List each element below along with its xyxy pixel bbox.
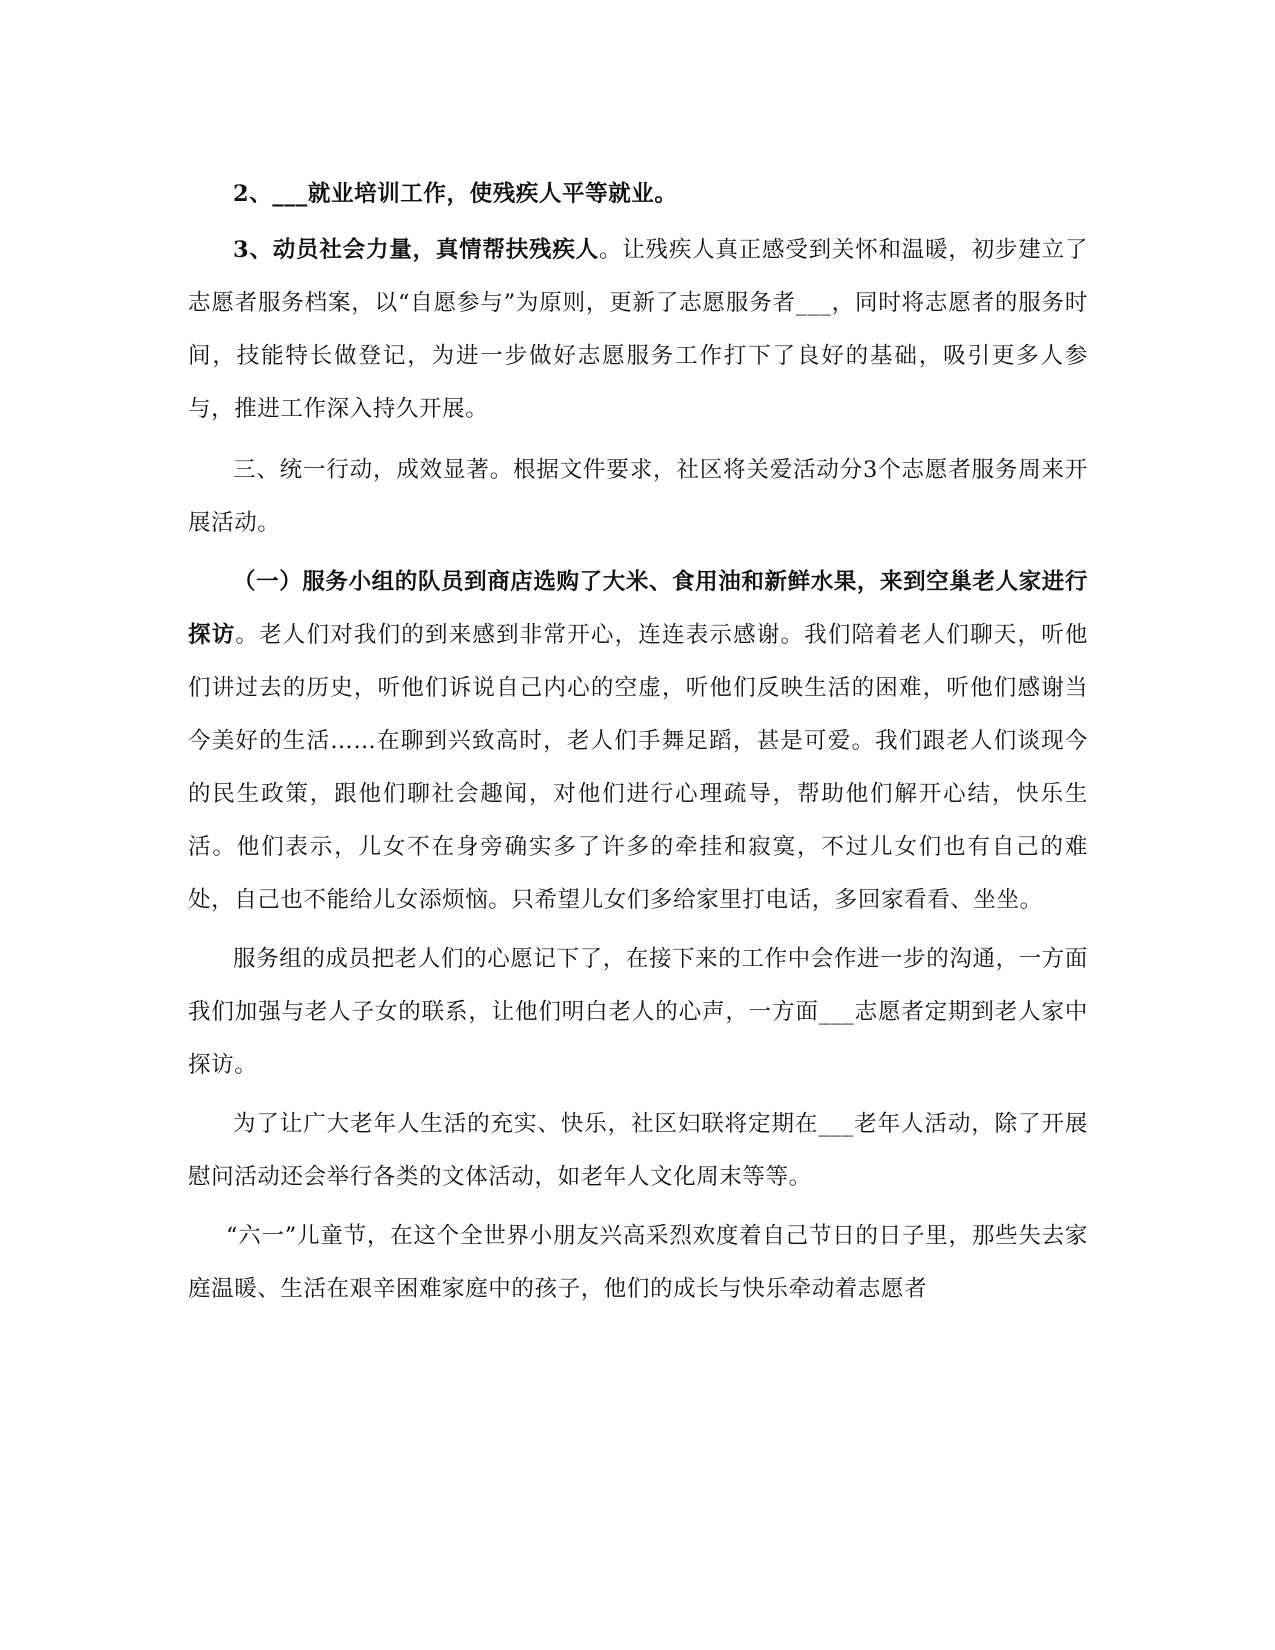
paragraph-bold-text: （一）服务小组的队员到商店选购了大米、食用油和新鲜水果，来到空巢老人家进行探访 [188, 569, 1088, 648]
document-body [188, 168, 1088, 1324]
paragraph-text: 。老人们对我们的到来感到非常开心，连连表示感谢。我们陪着老人们聊天，听他们讲过去的历史，听他们诉说自己内心的空虚，听他们反映生活的困难，听他们感谢当今美好的生活……在聊到兴致高时，老人们手舞足蹈，甚是可爱。我们跟老人们谈现今的民生政策，跟他们聊社会趣闻，对他们进行心理疏导，帮助他们解开心结，快乐生活。他们表示，儿女不在身旁确实多了许多的牵挂和寂寞，不过儿女们也有自己的难处，自己也不能给儿女添烦恼。只希望儿女们多给家里打电话，多回家看看、坐坐。 [188, 622, 1088, 913]
paragraph-volunteer-mobilization [188, 224, 1088, 436]
paragraph-follow-up [188, 933, 1088, 1092]
paragraph-text: “六一”儿童节，在这个全世界小朋友兴高采烈欢度着自己节日的日子里，那些失去家庭温暖、生活在艰辛困难家庭中的孩子，他们的成长与快乐牵动着志愿者 [188, 1223, 1088, 1302]
paragraph-unified-action [188, 444, 1088, 550]
paragraph-bold-text: 3、动员社会力量，真情帮扶残疾人 [233, 237, 599, 263]
paragraph-childrens-day [188, 1210, 1088, 1316]
paragraph-text: 三、统一行动，成效显著。根据文件要求，社区将关爱活动分3个志愿者服务周来开展活动。 [188, 457, 1088, 536]
paragraph-text: 。让残疾人真正感受到关怀和温暖，初步建立了志愿者服务档案，以“自愿参与”为原则，更新了志愿服务者___，同时将志愿者的服务时间，技能特长做登记，为进一步做好志愿服务工作打下了良好的基础，吸引更多人参与，推进工作深入持久开展。 [188, 237, 1088, 422]
paragraph-elderly-activities [188, 1098, 1088, 1204]
paragraph-text: 为了让广大老年人生活的充实、快乐，社区妇联将定期在___老年人活动，除了开展慰问活动还会举行各类的文体活动，如老年人文化周末等等。 [188, 1111, 1088, 1190]
paragraph-bold-text: 2、___就业培训工作，使残疾人平等就业。 [233, 181, 678, 207]
paragraph-text: 服务组的成员把老人们的心愿记下了，在接下来的工作中会作进一步的沟通，一方面我们加强与老人子女的联系，让他们明白老人的心声，一方面___志愿者定期到老人家中探访。 [188, 946, 1088, 1078]
paragraph-service-group-visit [188, 556, 1088, 927]
paragraph-employment-training [188, 168, 1088, 221]
